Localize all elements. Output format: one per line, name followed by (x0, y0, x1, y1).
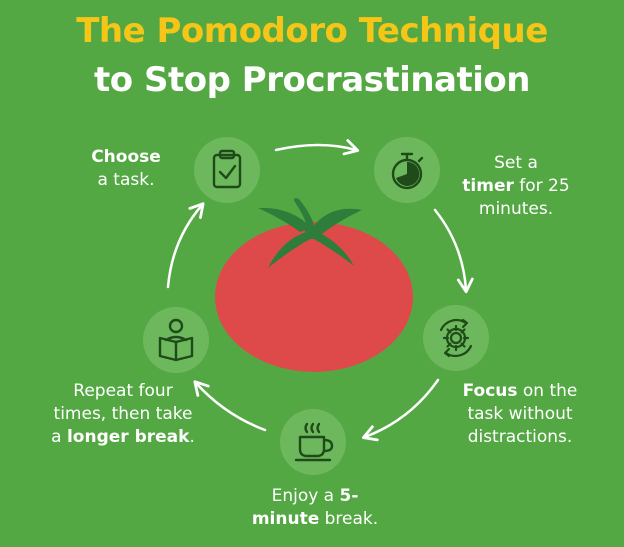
step-repeat-bold: longer break (66, 427, 190, 447)
step-focus-post: on the (517, 381, 578, 401)
tomato-body (215, 222, 413, 372)
arrow-timer-to-focus (435, 210, 466, 290)
step-break-icon (280, 409, 346, 475)
step-break-pre: Enjoy a (271, 486, 340, 506)
step-timer-bold: timer (462, 176, 514, 196)
step-focus-line3: distractions. (467, 427, 573, 447)
step-repeat-line2: times, then take (53, 404, 193, 424)
title-line-2: to Stop Procrastination (94, 60, 530, 100)
step-repeat-icon (143, 307, 209, 373)
tomato-illustration (215, 198, 413, 372)
step-timer-icon (374, 137, 440, 203)
step-break-bold2: minute (251, 509, 320, 529)
step-break-post: break. (319, 509, 379, 529)
step-focus-bold: Focus (462, 381, 518, 401)
step-focus-line2: task without (467, 404, 573, 424)
title-line-1: The Pomodoro Technique (76, 11, 548, 51)
step-timer-pre: Set a (494, 153, 538, 173)
step-choose-icon (194, 137, 260, 203)
arrow-choose-to-timer (276, 145, 356, 150)
step-repeat-post: . (189, 427, 195, 447)
step-choose-line2: a task. (97, 170, 155, 190)
step-choose-bold: Choose (91, 147, 161, 167)
step-timer-line3: minutes. (478, 199, 554, 219)
step-repeat-pre: Repeat four (73, 381, 173, 401)
step-timer-post: for 25 (513, 176, 570, 196)
step-repeat-text (38, 380, 208, 449)
step-focus-text (450, 380, 590, 449)
step-choose-text (76, 146, 176, 192)
step-break-bold: 5- (339, 486, 359, 506)
arrow-focus-to-break (365, 380, 438, 437)
step-break-text (240, 485, 390, 531)
step-focus-icon (423, 305, 489, 371)
step-repeat-pre3: a (51, 427, 67, 447)
arrow-repeat-to-choose (168, 205, 202, 287)
step-timer-text (456, 152, 576, 221)
